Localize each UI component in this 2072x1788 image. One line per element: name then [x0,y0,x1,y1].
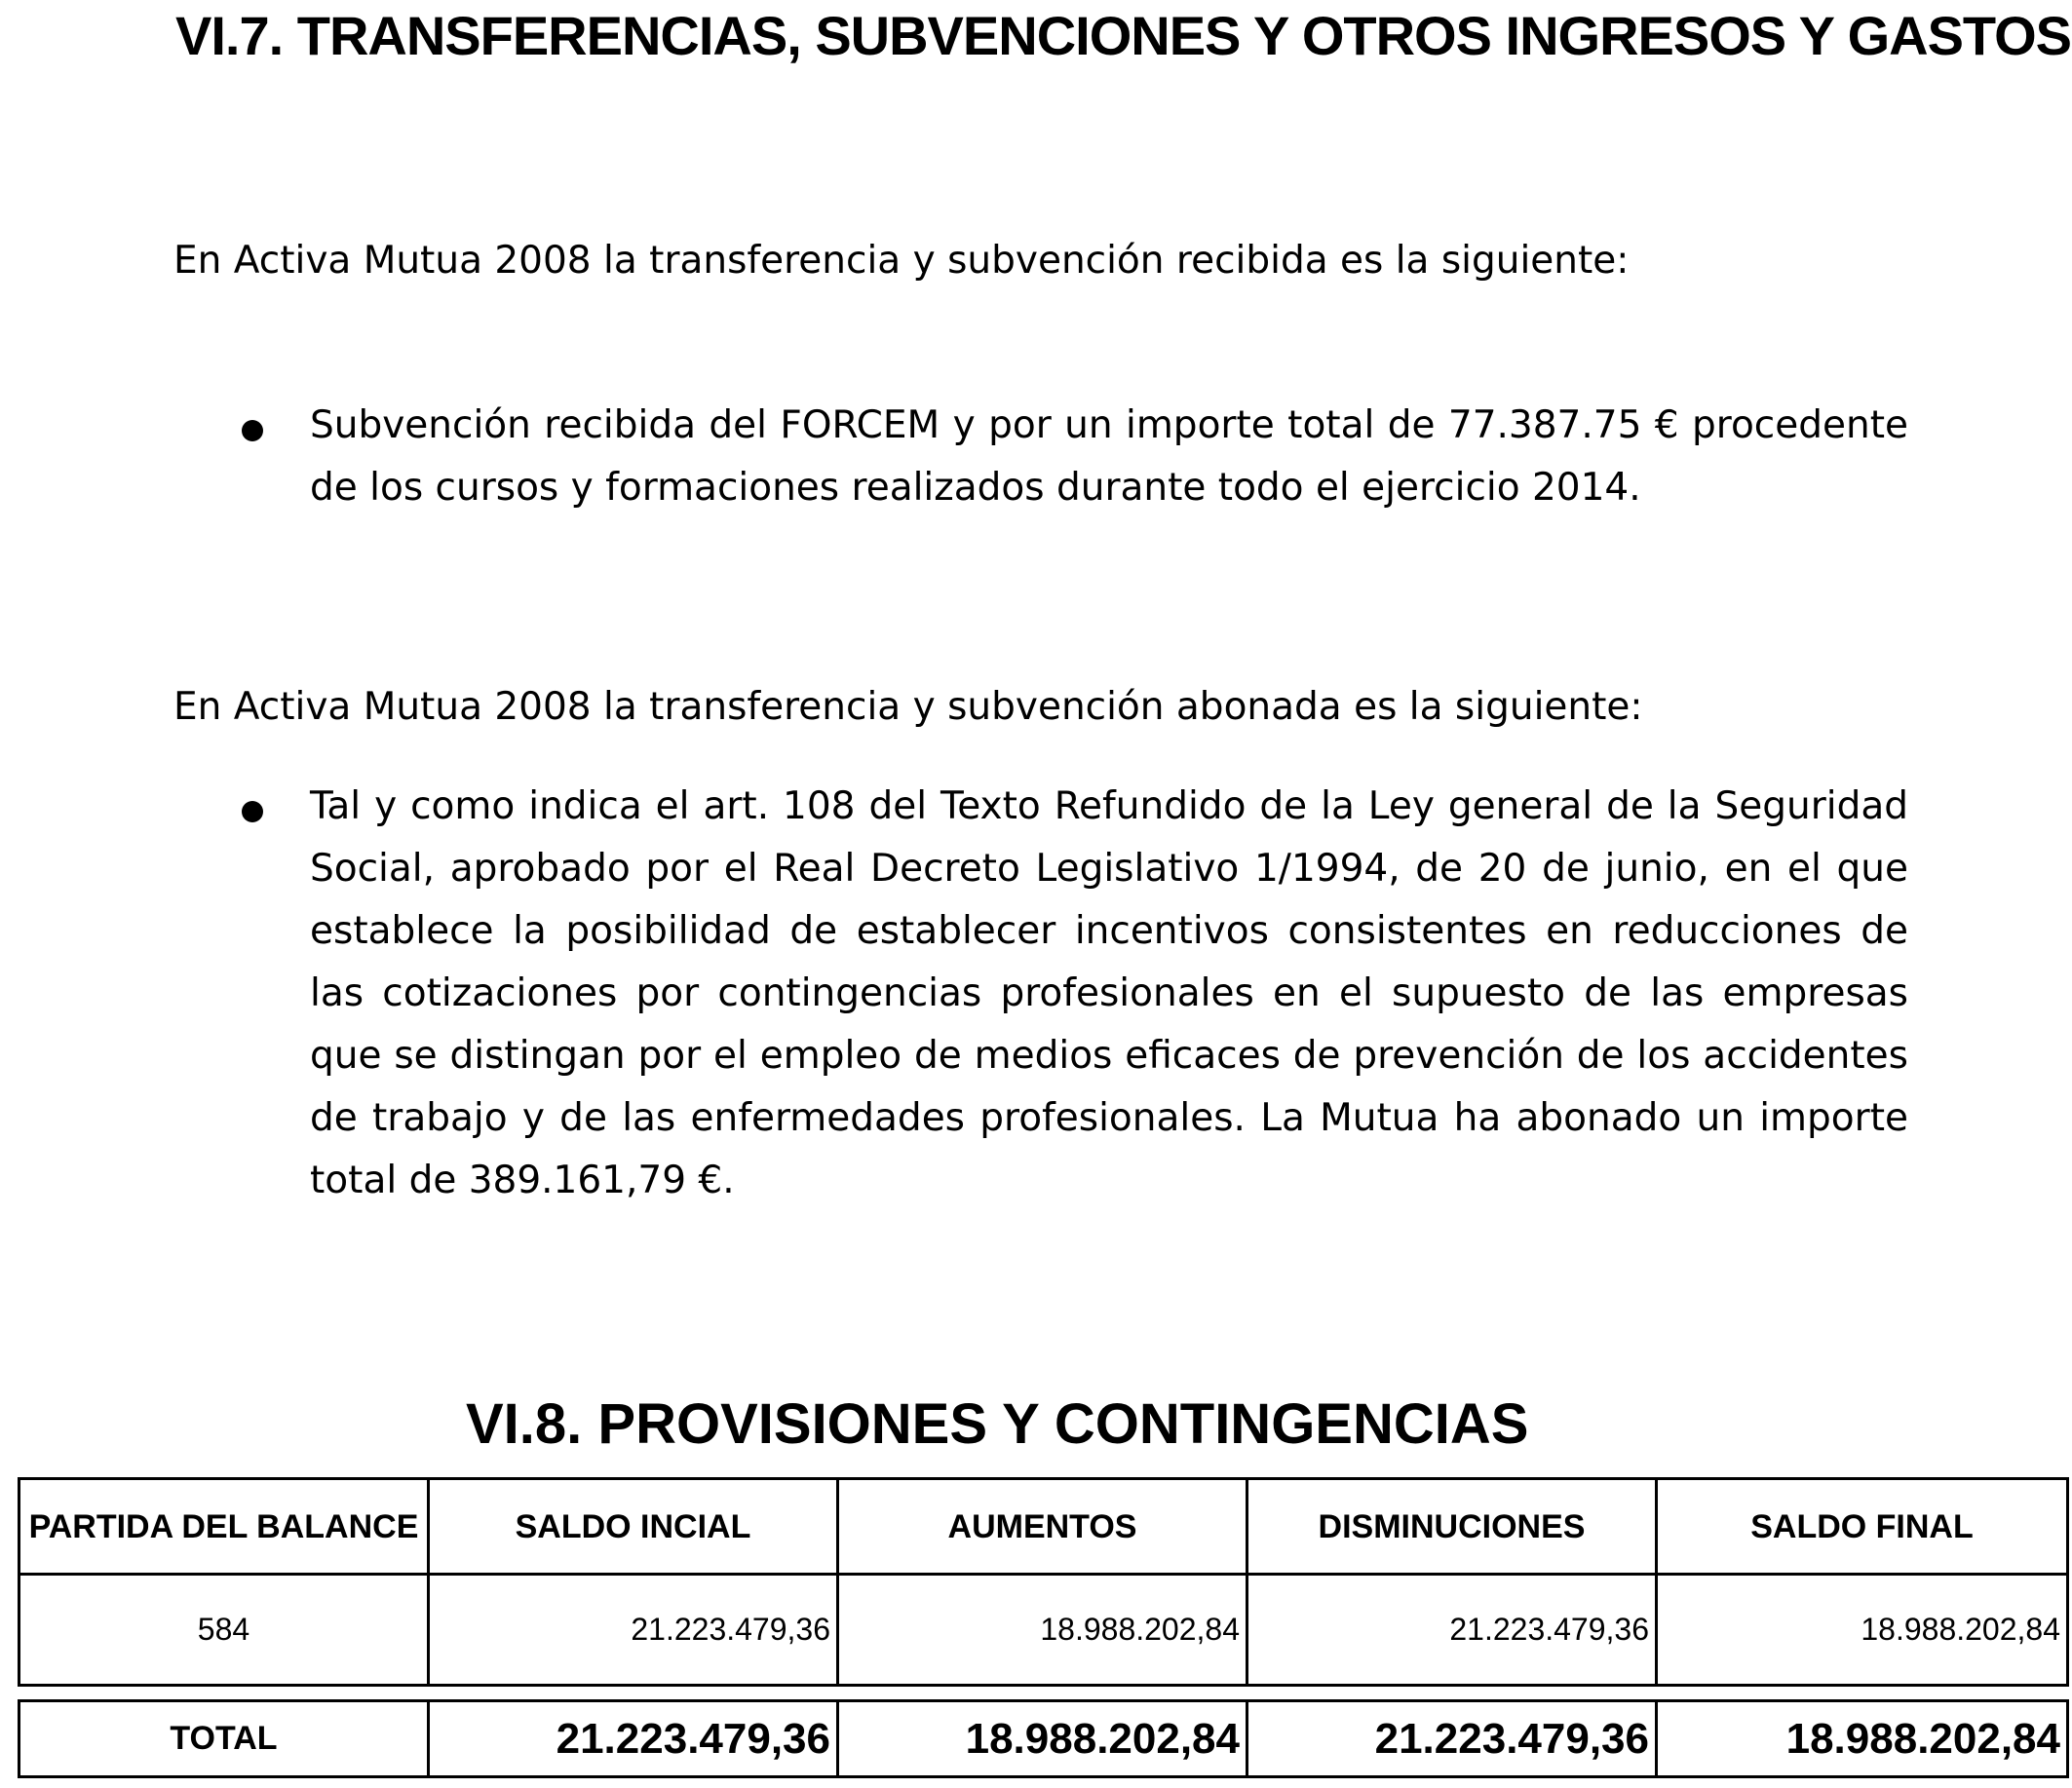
bullet-paid-text: Tal y como indica el art. 108 del Texto Refundido de la Ley general de la Seguridad Social, aprobado por el Real Decreto Legislativo 1/1994, de 20 de junio, en el que establece la posibilidad de establecer incentivos consistentes en reducciones de las cotizaciones por contingencias profesionales en el supuesto de las empresas que se distingan por el empleo de medios eficaces de prevención de los accidentes de trabajo y de las enfermedades profesionales. La Mutua ha abonado un importe total de 389.161,79 €. [310,784,1908,1202]
section-8-title: VI.8. PROVISIONES Y CONTINGENCIAS [466,1392,1529,1456]
total-cell: 21.223.479,36 [1247,1701,1657,1777]
bullet-dot-received [242,420,263,441]
intro-paid: En Activa Mutua 2008 la transferencia y subvención abonada es la siguiente: [173,685,1643,729]
bullet-received-text: Subvención recibida del FORCEM y por un importe total de 77.387.75 € procedente de los cursos y formaciones realizados durante todo el ejercicio 2014. [310,403,1908,510]
bullet-dot-paid [242,801,263,822]
header-cell: AUMENTOS [838,1479,1247,1575]
header-cell: PARTIDA DEL BALANCE [19,1479,429,1575]
table-cell: 584 [19,1575,429,1686]
provisions-table [18,1477,2069,1687]
intro-received: En Activa Mutua 2008 la transferencia y subvención recibida es la siguiente: [173,239,1630,283]
totals-table [18,1699,2069,1778]
header-cell: DISMINUCIONES [1247,1479,1657,1575]
total-cell: 18.988.202,84 [838,1701,1247,1777]
total-row [19,1701,2068,1777]
total-cell: 18.988.202,84 [1657,1701,2068,1777]
header-cell: SALDO FINAL [1657,1479,2068,1575]
table-cell: 21.223.479,36 [429,1575,838,1686]
section-7-title: VI.7. TRANSFERENCIAS, SUBVENCIONES Y OTROS INGRESOS Y GASTOS [175,5,2072,66]
total-label: TOTAL [19,1701,429,1777]
table-row [19,1575,2068,1686]
total-cell: 21.223.479,36 [429,1701,838,1777]
table-cell: 18.988.202,84 [1657,1575,2068,1686]
table-header-row [19,1479,2068,1575]
table-cell: 18.988.202,84 [838,1575,1247,1686]
header-cell: SALDO INCIAL [429,1479,838,1575]
table-cell: 21.223.479,36 [1247,1575,1657,1686]
